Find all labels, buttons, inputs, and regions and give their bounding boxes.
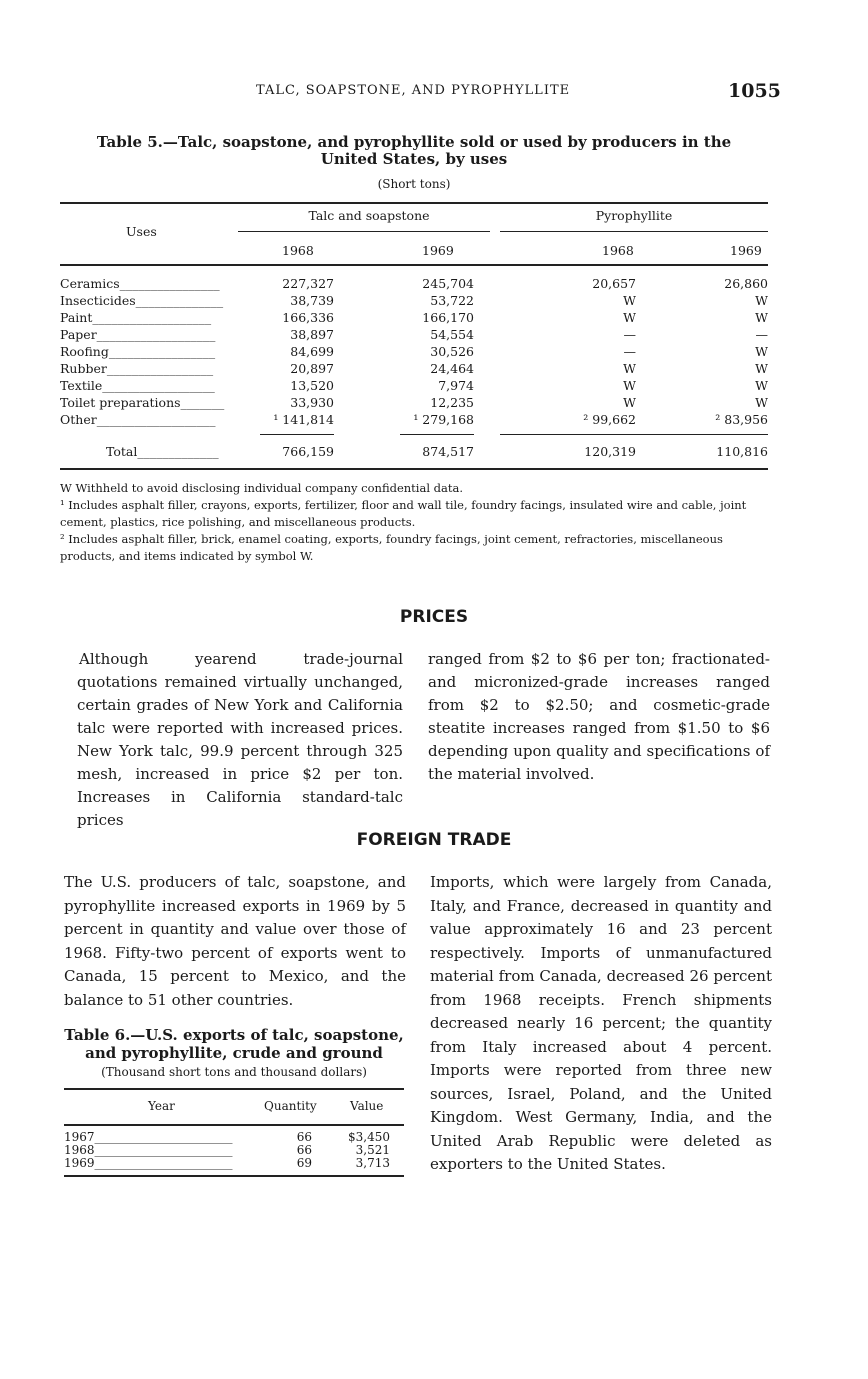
table6-caption-line2: and pyrophyllite, crude and ground [85,1044,383,1062]
table5-cell: W [623,310,636,325]
table5-cell: ¹ 141,814 [273,412,334,427]
table5-cell: W [755,378,768,393]
table5-cell: 227,327 [282,276,334,291]
table5-caption-line2: United States, by uses [320,150,508,168]
table5-cell: 7,974 [438,378,474,393]
table5-cell: W [623,293,636,308]
table5-caption-line1: Table 5.—Talc, soapstone, and pyrophyllite sold or used by producers in the [96,133,732,151]
table5-row-use: Paper___________________ [60,327,216,342]
table5-cell: 54,554 [430,327,474,342]
table6 [64,1088,404,1180]
table6-header-year: Year [148,1099,175,1113]
table5-cell: 166,170 [422,310,474,325]
table5 [60,200,768,472]
table5-cell: 38,897 [290,327,334,342]
table5-group-rule-2 [500,231,768,232]
table5-total-cell: 766,159 [282,444,334,459]
table5-sum-rule [260,434,334,435]
footnote-w: W Withheld to avoid disclosing individual company confidential data. [60,481,464,495]
table6-unit: (Thousand short tons and thousand dollars) [101,1065,367,1079]
footnote-1: ¹ Includes asphalt filler, crayons, exports, fertilizer, floor and wall tile, foundry facings, insulated wire and cable, joint cement, plastics, rice polishing, and miscellaneous products. [60,498,747,529]
table5-cell: — [623,327,636,342]
foreign-trade-heading: FOREIGN TRADE [356,830,512,850]
table5-row-use: Paint___________________ [60,310,212,325]
table6-header-quantity: Quantity [264,1099,317,1113]
table5-group-pyrophyllite: Pyrophyllite [595,208,673,223]
table5-year-pyro-1968: 1968 [602,243,634,258]
table6-header-rule [64,1124,404,1126]
table6-header-value: Value [350,1099,384,1113]
table5-cell: W [755,395,768,410]
table5-cell: W [755,344,768,359]
table5-cell: ² 83,956 [715,412,768,427]
table5-group-rule-1 [238,231,490,232]
table5-cell: — [755,327,768,342]
table6-row-quantity: 66 [296,1143,312,1157]
table5-cell: 33,930 [290,395,334,410]
table6-row-quantity: 69 [296,1156,312,1170]
table6-row-value: 3,521 [355,1143,390,1157]
table5-cell: 20,897 [290,361,334,376]
prices-paragraph-col2: ranged from $2 to $6 per ton; fractionated- and micronized-grade increases ranged from $2 to $2.50; and cosmetic-grade steatite increases ranged from $1.50 to $6 depending upon quality and specifications of the material involved. [428,650,770,783]
table5-cell: 38,739 [290,293,334,308]
table6-caption-line1: Table 6.—U.S. exports of talc, soapstone, [64,1026,404,1044]
table5-cell: W [755,310,768,325]
table5-cell: W [623,361,636,376]
page-number: 1055 [728,80,781,102]
table5-row-use: Insecticides______________ [60,293,224,308]
running-head [0,80,868,104]
table6-row-year: 1968_______________________ [64,1143,233,1157]
foreign-trade-paragraph-col1: The U.S. producers of talc, soapstone, and pyrophyllite increased exports in 1969 by 5 percent in quantity and value over those of 1968. Fifty-two percent of exports went to Canada, 15 percent to Mexico, and the balance to 51 other countries. [64,873,406,1009]
table5-cell: — [623,344,636,359]
table5-total-cell: 110,816 [716,444,768,459]
table5-row-use: Toilet preparations_______ [60,395,225,410]
table5-group-talc: Talc and soapstone [308,208,430,223]
table5-uses-header: Uses [126,224,157,239]
table5-sum-rule [400,434,474,435]
table5-row-use: Rubber_________________ [60,361,214,376]
table6-row-value: 3,713 [355,1156,390,1170]
table5-cell: ² 99,662 [583,412,636,427]
table5-bottom-rule [60,468,768,470]
table5-cell: 245,704 [422,276,474,291]
table5-row-use: Roofing_________________ [60,344,216,359]
table5-caption [60,134,768,168]
table5-row-use: Textile__________________ [60,378,215,393]
table5-cell: 20,657 [592,276,636,291]
table6-row-year: 1969_______________________ [64,1156,233,1170]
table5-cell: 12,235 [430,395,474,410]
table5-cell: W [623,378,636,393]
table5-year-talc-1968: 1968 [282,243,314,258]
table5-cell: 53,722 [430,293,474,308]
table5-year-pyro-1969: 1969 [730,243,762,258]
table5-year-talc-1969: 1969 [422,243,454,258]
table6-row-year: 1967_______________________ [64,1130,233,1144]
table5-footnotes [60,480,770,565]
table5-unit: (Short tons) [377,177,451,191]
footnote-2: ² Includes asphalt filler, brick, enamel coating, exports, foundry facings, joint cement, refractories, miscellaneous products, and items indicated by symbol W. [60,532,723,563]
table6-caption [64,1026,404,1062]
table5-cell: W [755,361,768,376]
foreign-trade-paragraph-col2: Imports, which were largely from Canada, Italy, and France, decreased in quantity and value approximately 16 and 23 percent respectively. Imports of unmanufactured material from Canada, decreased 26 percent from 1968 receipts. French shipments decreased nearly 16 percent; the quantity from Italy increased about 4 percent. Imports were reported from three new sources, Israel, Poland, and the United Kingdom. West Germany, India, and the United Arab Republic were deleted as exporters to the United States. [430,873,772,1173]
prices-heading: PRICES [399,607,469,627]
table6-row-value: $3,450 [348,1130,390,1144]
table5-row-use: Other___________________ [60,412,216,427]
table6-bottom-rule [64,1175,404,1177]
table5-sum-rule [500,434,768,435]
running-head-title: TALC, SOAPSTONE, AND PYROPHYLLITE [256,83,571,98]
table5-header-rule [60,264,768,266]
table6-row-quantity: 66 [296,1130,312,1144]
table6-top-rule [64,1088,404,1090]
table5-cell: 26,860 [724,276,768,291]
table5-cell: 24,464 [430,361,474,376]
prices-paragraph-col1: Although yearend trade-journal quotations remained virtually unchanged, certain grades of New York and California talc were reported with increased prices. New York talc, 99.9 percent through 325 mesh, increased in price $2 per ton. Increases in California standard-talc prices [77,650,403,829]
table5-row-use: Ceramics________________ [60,276,220,291]
table5-total-cell: 120,319 [584,444,636,459]
table5-total-cell: 874,517 [422,444,474,459]
table5-cell: ¹ 279,168 [413,412,474,427]
table5-total-label: Total_____________ [106,444,219,459]
table5-top-rule [60,202,768,204]
table5-cell: 166,336 [282,310,334,325]
table5-cell: 30,526 [430,344,474,359]
table5-cell: W [623,395,636,410]
table5-cell: 84,699 [290,344,334,359]
table5-cell: 13,520 [290,378,334,393]
table5-cell: W [755,293,768,308]
